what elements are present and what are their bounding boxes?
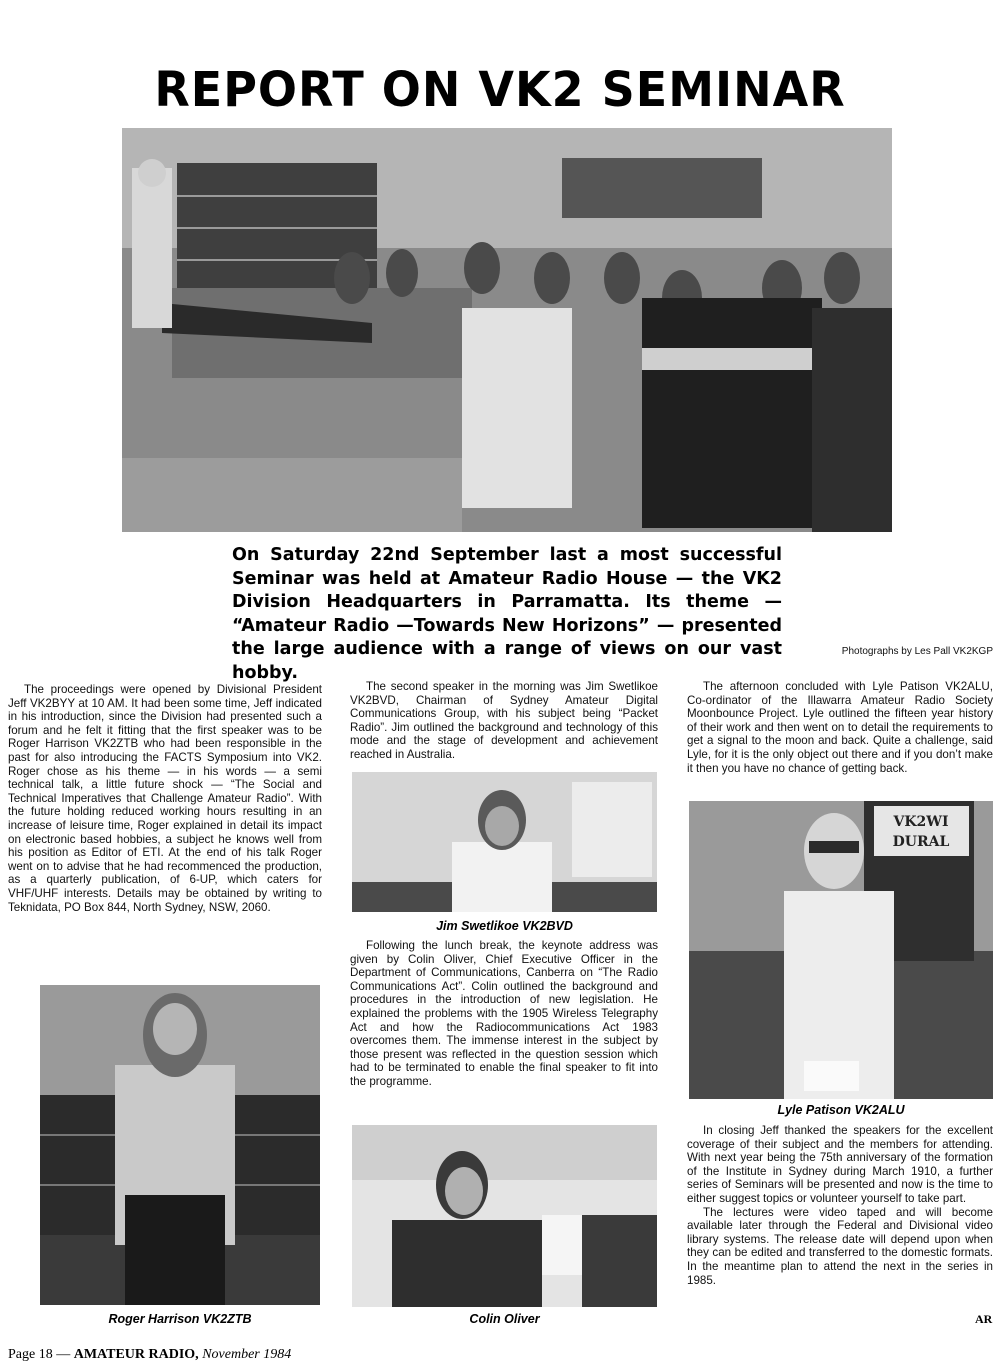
column-2-text-bottom xyxy=(350,939,658,1089)
column-1-text xyxy=(8,683,322,914)
column-3-text-bottom xyxy=(687,1124,993,1287)
vk2wi-sign-line2: DURAL xyxy=(892,834,950,850)
paragraph-closing: In closing Jeff thanked the speakers for the excellent coverage of their subject and the members for attending. With next year being the 75th anniversary of the formation of the Institute in Sydney during March 1910, a further series of Seminars will be presented and now is the time to either suggest topics or volunteer yourself to take part. xyxy=(687,1124,993,1205)
paragraph-keynote: Following the lunch break, the keynote address was given by Colin Oliver, Chief Executive Officer in the Department of Communications, Canberra on “The Radio Communications Act”. Colin outlined the background and procedures in the introduction of new legislation. He explained the problems with the 1905 Wireless Telegraphy Act and how the Radiocommunications Act 1983 overcomes them. The immense interest in the subject by those present was reflected in the question session which had to be terminated to enable the final speaker to fit into the programme. xyxy=(350,939,658,1088)
jim-swetlikoe-photo xyxy=(352,772,657,912)
lyle-patison-photo xyxy=(689,801,993,1099)
headline: REPORT ON VK2 SEMINAR xyxy=(154,60,846,118)
caption-lyle: Lyle Patison VK2ALU xyxy=(777,1103,905,1117)
caption-colin: Colin Oliver xyxy=(469,1312,540,1326)
seminar-audience-photo xyxy=(122,128,892,532)
column-3-text-top xyxy=(687,680,993,775)
issue-date: November 1984 xyxy=(202,1347,292,1362)
photo-credit: Photographs by Les Pall VK2KGP xyxy=(841,646,993,657)
caption-roger: Roger Harrison VK2ZTB xyxy=(108,1312,252,1326)
caption-jim: Jim Swetlikoe VK2BVD xyxy=(436,919,573,933)
magazine-name: AMATEUR RADIO, xyxy=(73,1347,199,1362)
colin-oliver-photo xyxy=(352,1125,657,1307)
lead-paragraph: On Saturday 22nd September last a most successful Seminar was held at Amateur Radio House — the VK2 Division Headquarters in Parramatta. Its theme — “Amateur Radio —Towards New Horizons” — presented the large audience with a range of views on our vast hobby. xyxy=(232,545,782,683)
page-number: Page 18 — xyxy=(8,1347,71,1362)
end-mark: AR xyxy=(975,1312,993,1326)
paragraph-video: The lectures were video taped and will become available later through the Federal and Divisional video library systems. The release date will depend upon when they can be edited and transferred to the domestic formats. In the meantime plan to attend the next in the series in 1985. xyxy=(687,1205,993,1287)
roger-harrison-photo xyxy=(40,985,320,1305)
paragraph-opening: The proceedings were opened by Divisional President Jeff VK2BYY at 10 AM. It had been some time, Jeff indicated in his introduction, since the Division had presented such a forum and he felt it fitting that the first speaker was to be Roger Harrison VK2ZTB who had been responsible in the past for also introducing the FACTS Symposium into VK2. Roger chose as his theme — in his words — a semi technical talk, a little future shock — “The Social and Technical Imperatives that Challenge Amateur Radio”. With the future holding reduced working hours resulting in an increase of leisure time, Roger explained in detail its impact on electronic based hobbies, a subject he knows well from his position as Editor of ETI. At the end of his talk Roger went on to advise that he had recommenced the production, as a quarterly publication, of 6-UP, which caters for VHF/UHF interests. Details may be obtained by writing to Teknidata, PO Box 844, North Sydney, NSW, 2060. xyxy=(8,683,322,914)
vk2wi-sign-line1: VK2WI xyxy=(893,814,949,830)
column-2-text-top xyxy=(350,680,658,762)
paragraph-moonbounce: The afternoon concluded with Lyle Patison VK2ALU, Co-ordinator of the Illawarra Amateur Radio Society Moonbounce Project. Lyle outlined the fifteen year history of their work and then went on to detail the requirements to get a signal to the moon and back. Quite a challenge, said Lyle, for it is the only object out there and if you don’t make it then you have no chance of getting back. xyxy=(687,680,993,775)
page-footer xyxy=(8,1347,291,1363)
paragraph-packet-radio: The second speaker in the morning was Jim Swetlikoe VK2BVD, Chairman of Sydney Amateur Digital Communications Group, with his subject being “Packet Radio”. Jim outlined the background and technology of this mode and the stage of development and achievement reached in Australia. xyxy=(350,680,658,761)
